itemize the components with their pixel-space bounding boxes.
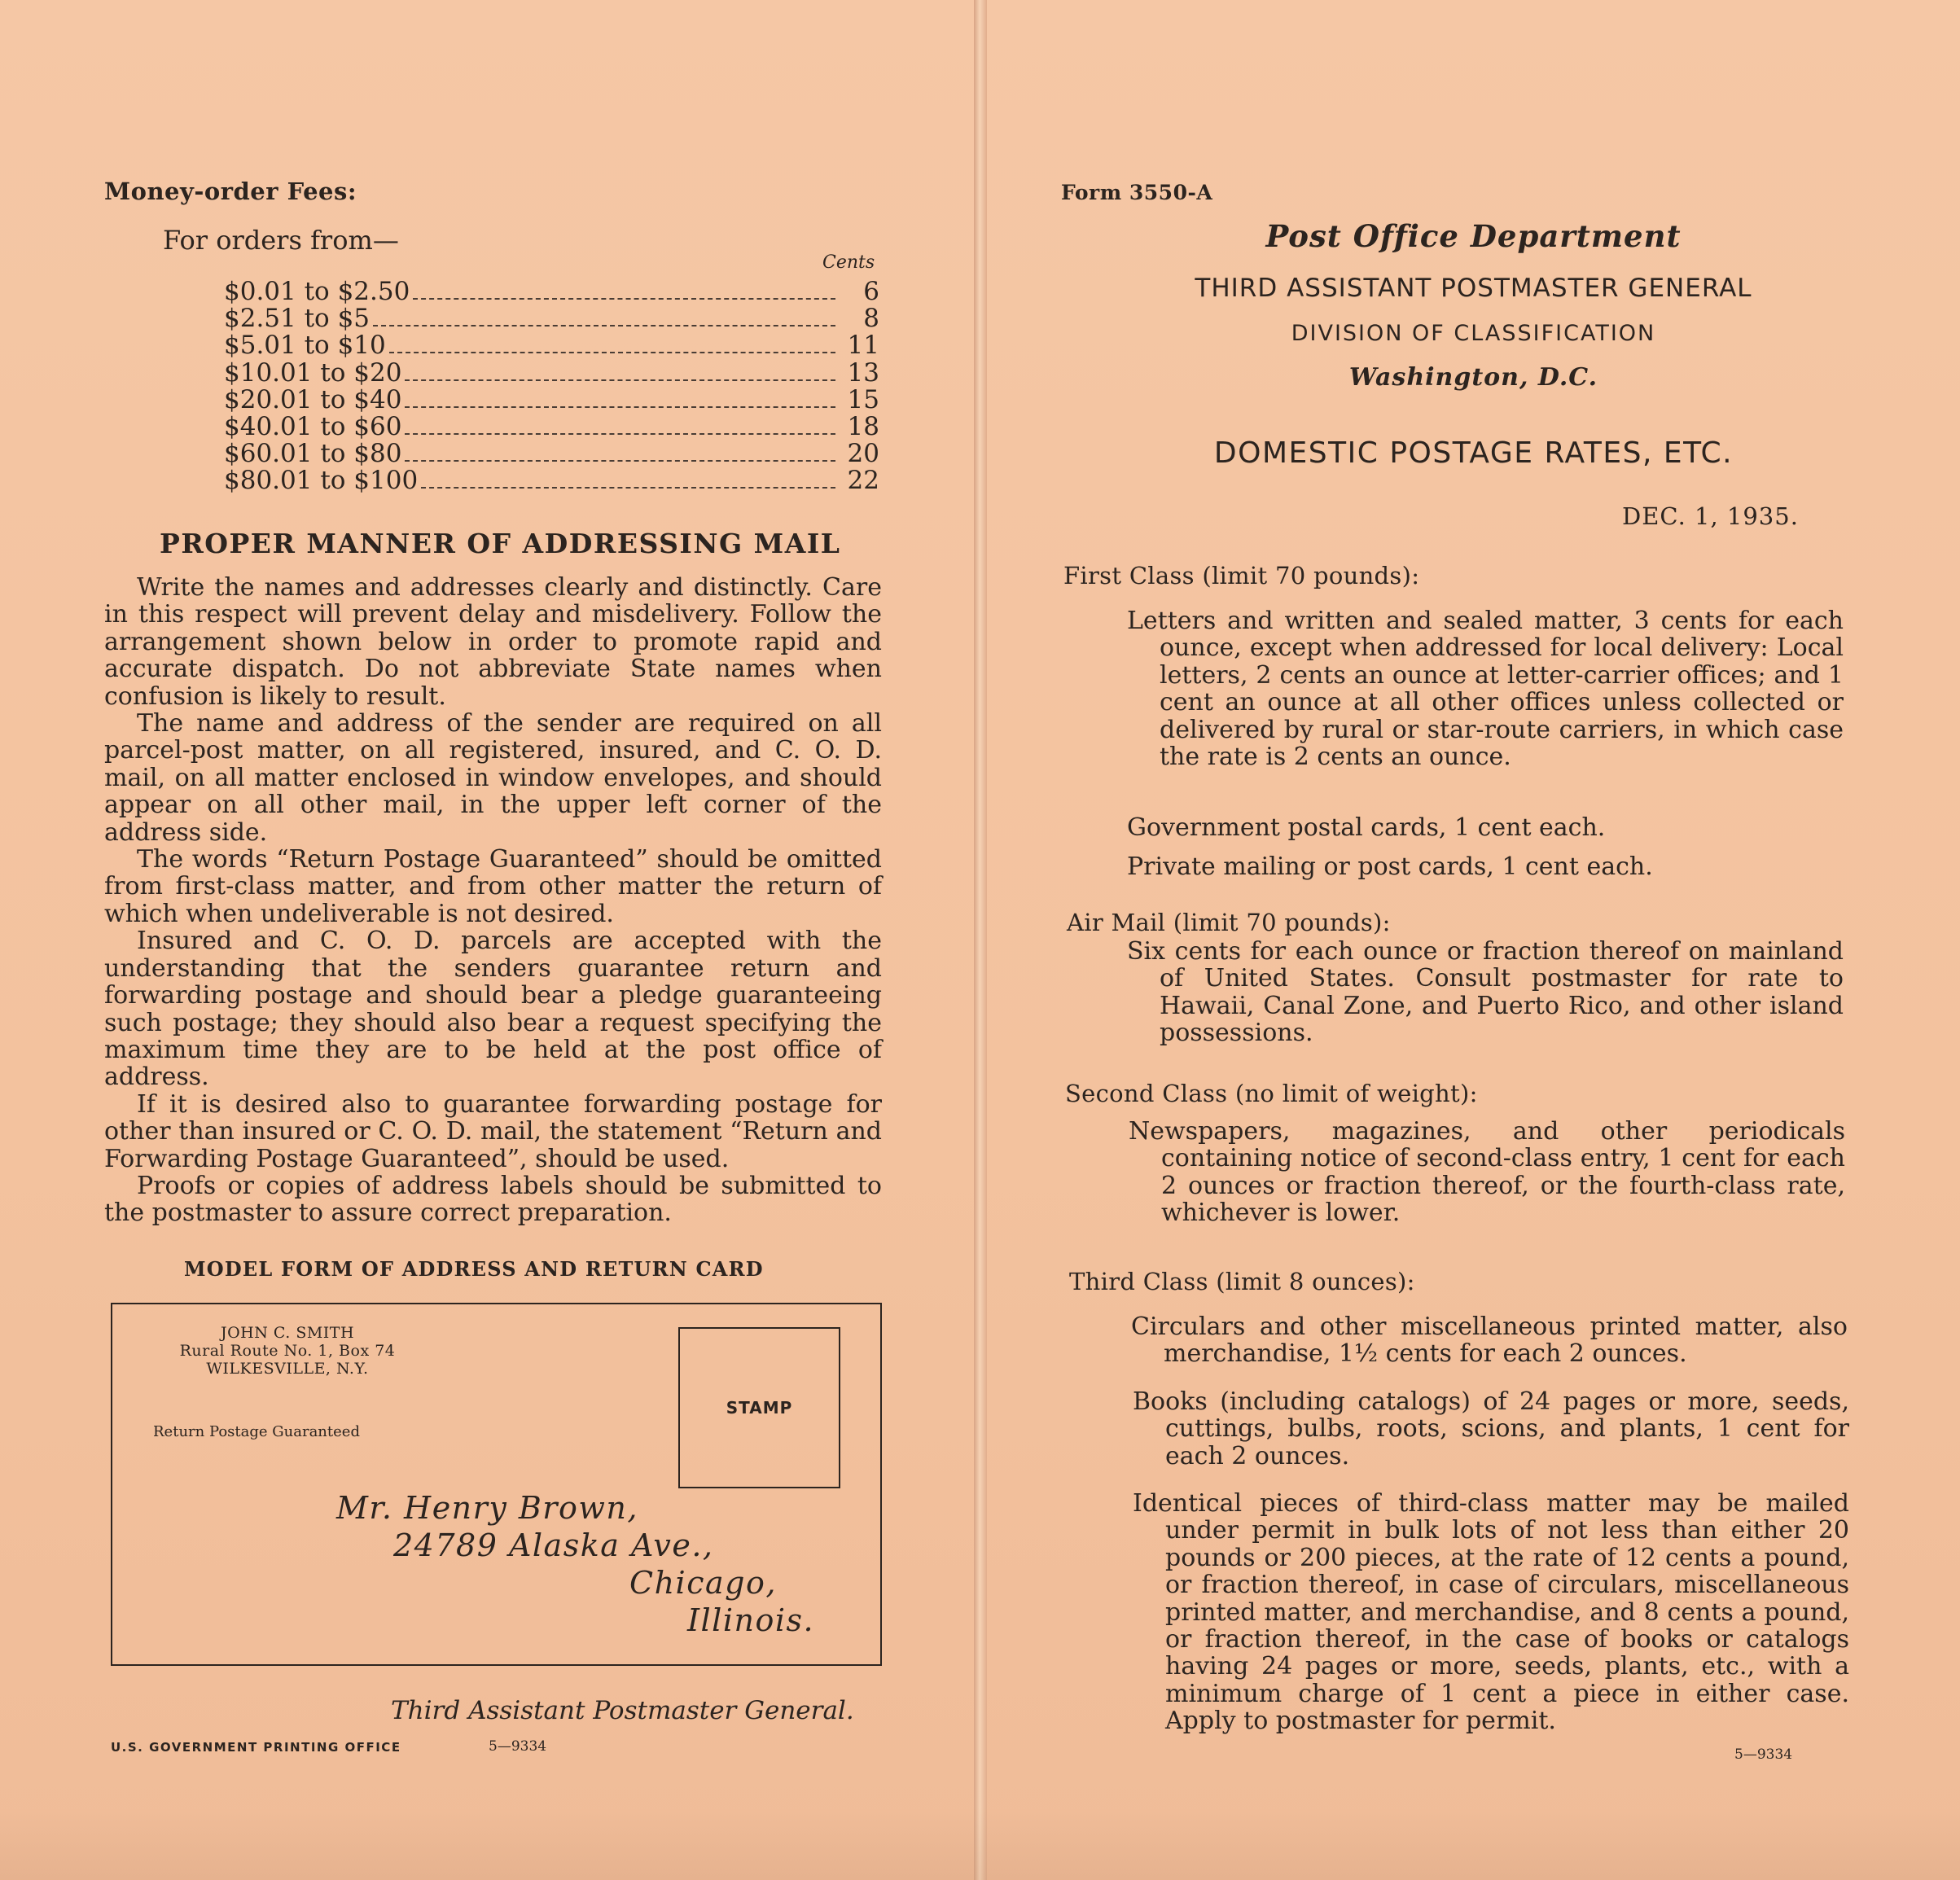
division-title: DIVISION OF CLASSIFICATION bbox=[1291, 321, 1656, 346]
fee-row bbox=[224, 385, 879, 412]
sender-city: WILKESVILLE, N.Y. bbox=[206, 1360, 369, 1378]
print-number: 5—9334 bbox=[1734, 1746, 1793, 1763]
fee-cents: 11 bbox=[847, 331, 879, 361]
leader-dots bbox=[389, 352, 835, 353]
paragraph: The name and address of the sender are required on all parcel-post matter, on all registered, insured, and C. O. D. mail, on all matter enclosed in window envelopes, and should appear on all other mail, in the upper left corner of the address side. bbox=[104, 709, 882, 847]
third-class-heading: Third Class (limit 8 ounces): bbox=[1069, 1268, 1415, 1295]
fee-row bbox=[224, 357, 879, 388]
leader-dots bbox=[413, 298, 835, 300]
center-fold bbox=[974, 0, 987, 1880]
model-form-title: MODEL FORM OF ADDRESS AND RETURN CARD bbox=[184, 1257, 764, 1281]
fee-cents: 15 bbox=[847, 384, 879, 414]
leader-dots bbox=[405, 433, 835, 435]
paper-shadow bbox=[0, 1807, 1960, 1880]
fee-range: $10.01 to $20 bbox=[224, 357, 402, 388]
second-class-text bbox=[1129, 1118, 1845, 1227]
sender-route: Rural Route No. 1, Box 74 bbox=[179, 1342, 396, 1360]
fee-row bbox=[224, 304, 879, 334]
fee-cents: 8 bbox=[863, 304, 879, 334]
sender-address bbox=[145, 1324, 430, 1378]
rate-text: Books (including catalogs) of 24 pages or more, seeds, cuttings, bulbs, roots, scions, and plants, 1 cent for each 2 ounces. bbox=[1133, 1387, 1849, 1470]
return-postage-note: Return Postage Guaranteed bbox=[153, 1423, 360, 1440]
fee-range: $60.01 to $80 bbox=[224, 439, 402, 469]
first-class-post-cards bbox=[1127, 853, 1844, 880]
leader-dots bbox=[373, 325, 835, 326]
third-class-bulk bbox=[1133, 1490, 1849, 1735]
fee-row bbox=[224, 466, 879, 496]
first-class-postal-cards bbox=[1127, 814, 1844, 841]
fee-cents: 20 bbox=[847, 439, 879, 469]
location: Washington, D.C. bbox=[1348, 363, 1598, 392]
sender-name: JOHN C. SMITH bbox=[220, 1324, 355, 1342]
leader-dots bbox=[421, 487, 835, 489]
recipient-street: 24789 Alaska Ave., bbox=[393, 1527, 714, 1563]
rate-text: Government postal cards, 1 cent each. bbox=[1127, 813, 1606, 842]
fee-cents: 22 bbox=[847, 466, 879, 496]
rate-text: Six cents for each ounce or fraction thereof on mainland of United States. Consult postmaster for rate to Hawaii, Canal Zone, and Puerto Rico, and other island possessions. bbox=[1127, 937, 1844, 1048]
paragraph: The words “Return Postage Guaranteed” should be omitted from first-class matter, and from other matter the return of which when undeliverable is not desired. bbox=[104, 845, 882, 928]
fee-range: $5.01 to $10 bbox=[224, 331, 386, 361]
fee-row bbox=[224, 277, 879, 304]
money-order-subheading: For orders from— bbox=[163, 225, 399, 256]
fee-cents: 13 bbox=[847, 357, 879, 388]
document-title: DOMESTIC POSTAGE RATES, ETC. bbox=[1213, 436, 1734, 470]
fee-range: $40.01 to $60 bbox=[224, 411, 402, 441]
paragraph: Write the names and addresses clearly and distinctly. Care in this respect will prevent delay and misdelivery. Follow the arrangement shown below in order to promote rapid and accurate dispatch. Do not abbreviate State names when confusion is likely to result. bbox=[104, 573, 882, 711]
fee-row bbox=[224, 331, 879, 361]
money-order-fee-table bbox=[224, 277, 879, 496]
office-title: THIRD ASSISTANT POSTMASTER GENERAL bbox=[1195, 274, 1752, 303]
stamp-box bbox=[678, 1327, 840, 1488]
paragraph: Proofs or copies of address labels should be submitted to the postmaster to assure correct preparation. bbox=[104, 1171, 882, 1228]
recipient-state: Illinois. bbox=[687, 1602, 815, 1638]
leader-dots bbox=[405, 460, 835, 462]
fee-range: $0.01 to $2.50 bbox=[224, 277, 410, 306]
third-class-books bbox=[1133, 1388, 1849, 1470]
second-class-heading: Second Class (no limit of weight): bbox=[1065, 1080, 1478, 1107]
fee-range: $20.01 to $40 bbox=[224, 384, 402, 414]
first-class-letters bbox=[1127, 607, 1844, 770]
fee-cents: 18 bbox=[847, 411, 879, 441]
rate-text: Identical pieces of third-class matter may be mailed under permit in bulk lots of not less than either 20 pounds or 200 pieces, at the rate of 12 cents a pound, or fraction thereof, in case of circulars, miscellaneous printed matter, and merchandise, and 8 cents a pound, or fraction thereof, in the case of books or catalogs having 24 pages or more, seeds, plants, etc., with a minimum charge of 1 cent a piece in either case. Apply to postmaster for permit. bbox=[1133, 1489, 1849, 1736]
rate-text: Circulars and other miscellaneous printed matter, also merchandise, 1½ cents for each 2 ounces. bbox=[1131, 1312, 1848, 1369]
addressing-instructions bbox=[104, 574, 882, 1227]
recipient-city: Chicago, bbox=[629, 1565, 777, 1601]
fee-cents: 6 bbox=[863, 277, 879, 306]
recipient-name: Mr. Henry Brown, bbox=[336, 1490, 638, 1526]
air-mail-text bbox=[1127, 938, 1844, 1047]
form-number: Form 3550-A bbox=[1061, 181, 1213, 204]
stamp-label: STAMP bbox=[726, 1398, 793, 1418]
leader-dots bbox=[405, 406, 835, 408]
fee-row bbox=[224, 439, 879, 469]
printer-imprint: U.S. GOVERNMENT PRINTING OFFICE bbox=[111, 1740, 401, 1755]
first-class-heading: First Class (limit 70 pounds): bbox=[1063, 562, 1420, 589]
signature-line: Third Assistant Postmaster General. bbox=[391, 1696, 854, 1725]
paragraph: Insured and C. O. D. parcels are accepted with the understanding that the senders guarantee return and forwarding postage and should bear a pledge guaranteeing such postage; they should also bear a request specifying the maximum time they are to be held at the post office of address. bbox=[104, 927, 882, 1092]
addressing-title: PROPER MANNER OF ADDRESSING MAIL bbox=[160, 528, 841, 559]
money-order-heading: Money-order Fees: bbox=[104, 177, 357, 205]
cents-column-label: Cents bbox=[822, 252, 875, 273]
rate-text: Letters and written and sealed matter, 3 cents for each ounce, except when addressed for local delivery: Local letters, 2 cents an ounce at letter-carrier offices; and 1 cent an ounce at all other offices unless collected or delivered by rural or star-route carriers, in which case the rate is 2 cents an ounce. bbox=[1127, 607, 1844, 772]
fee-range: $2.51 to $5 bbox=[224, 304, 371, 334]
rate-text: Private mailing or post cards, 1 cent each. bbox=[1127, 852, 1653, 881]
department-title: Post Office Department bbox=[1265, 218, 1682, 254]
print-number: 5—9334 bbox=[489, 1738, 547, 1755]
third-class-circulars bbox=[1131, 1313, 1848, 1368]
fee-range: $80.01 to $100 bbox=[224, 466, 419, 496]
rate-text: Newspapers, magazines, and other periodicals containing notice of second-class entry, 1 cent for each 2 ounces or fraction thereof, or the fourth-class rate, whichever is lower. bbox=[1129, 1117, 1845, 1228]
paragraph: If it is desired also to guarantee forwarding postage for other than insured or C. O. D. mail, the statement “Return and Forwarding Postage Guaranteed”, should be used. bbox=[104, 1089, 882, 1173]
air-mail-heading: Air Mail (limit 70 pounds): bbox=[1067, 909, 1391, 936]
fee-row bbox=[224, 412, 879, 439]
leader-dots bbox=[405, 379, 835, 381]
document-date: DEC. 1, 1935. bbox=[1622, 502, 1799, 530]
